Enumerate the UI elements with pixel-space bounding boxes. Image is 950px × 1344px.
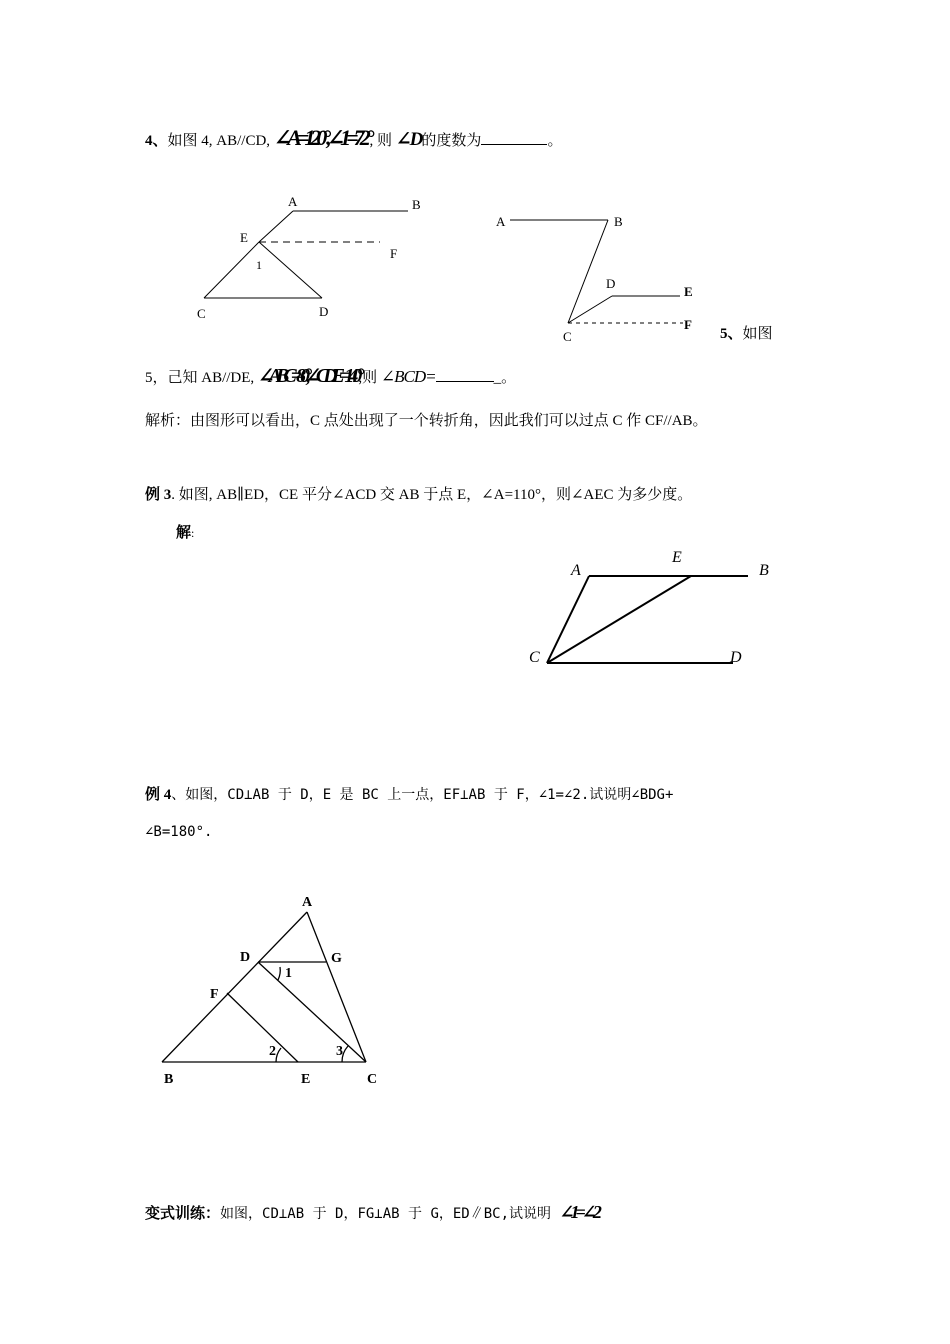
fig5-label-a: A <box>496 214 506 229</box>
q4-formula: ∠A=120°,∠1=72° <box>273 125 370 150</box>
fig5-caption <box>720 324 773 344</box>
fig4-label-b: B <box>412 197 421 212</box>
ex3-label-b: B <box>759 562 769 579</box>
fig5-caption-number: 5、 <box>720 326 743 342</box>
ex3-label-a: A <box>571 562 581 579</box>
ex4-label-c: C <box>367 1072 378 1087</box>
ex3-solution-label: 解 <box>176 525 192 541</box>
practice-label: 变式训练： <box>145 1206 221 1222</box>
ex4-label-g: G <box>331 951 342 966</box>
q4-text-end: 的度数为 <box>421 133 482 149</box>
fig4-label-1: 1 <box>256 258 262 272</box>
example-3 <box>145 485 692 505</box>
q4-text: 如图 4, AB//CD, <box>167 133 274 149</box>
question-4 <box>145 125 563 151</box>
fig5-caption-text: 如图 <box>742 326 773 342</box>
analysis: 解析：由图形可以看出，C 点处出现了一个转折角，因此我们可以过点 C 作 CF//AB。 <box>145 413 708 429</box>
fig4-label-c: C <box>197 306 206 321</box>
ex4-text-line-1: 、如图，CD⊥AB 于 D，E 是 BC 上一点，EF⊥AB 于 F，∠1=∠2.试说明∠BDG+ <box>171 787 674 803</box>
practice-end: . <box>597 1206 602 1222</box>
ex3-solution-colon: : <box>191 526 195 540</box>
practice <box>145 1202 602 1224</box>
q4-period: 。 <box>547 133 563 149</box>
example-4-line-1 <box>145 785 673 805</box>
ex3-solution <box>176 523 194 543</box>
example-4-line-2: ∠B=180°. <box>145 824 213 840</box>
q4-answer-blank[interactable] <box>481 130 547 145</box>
fig4-label-f: F <box>390 246 398 261</box>
ex4-label-d: D <box>240 950 251 965</box>
fig5-label-b: B <box>614 214 623 229</box>
ex4-label-e: E <box>301 1072 311 1087</box>
practice-formula: ∠1=∠2 <box>559 1202 598 1222</box>
fig4-label-e: E <box>240 230 248 245</box>
ex4-label-3: 3 <box>336 1044 343 1059</box>
ex4-label-b: B <box>164 1072 174 1087</box>
q5-angle: ∠BCD= <box>380 367 436 386</box>
figure-example-3 <box>520 548 780 668</box>
ex3-label-e: E <box>672 549 682 566</box>
ex3-label: 例 3 <box>145 487 172 503</box>
ex3-label-d: D <box>730 649 742 666</box>
fig5-label-d: D <box>606 276 616 291</box>
figure-4 <box>190 190 430 330</box>
ex4-label: 例 4 <box>145 787 172 803</box>
q4-text-after: , 则 <box>369 133 396 149</box>
fig5-label-c: C <box>563 329 572 344</box>
practice-text: 如图，CD⊥AB 于 D，FG⊥AB 于 G，ED∥BC,试说明 <box>220 1206 560 1222</box>
fig4-label-d: D <box>319 304 329 319</box>
q4-angle-d: ∠D <box>395 129 422 150</box>
figure-example-4 <box>150 890 390 1090</box>
q5-text: 5，己知 AB//DE, <box>145 370 258 386</box>
ex4-label-f: F <box>210 987 219 1002</box>
q5-answer-blank[interactable] <box>436 367 494 382</box>
fig4-label-a: A <box>288 194 298 209</box>
q5-text-mid: ,则 <box>358 370 381 386</box>
ex4-label-1: 1 <box>285 966 292 981</box>
q5-end: _。 <box>493 370 517 386</box>
ex4-label-a: A <box>302 895 313 910</box>
question-5 <box>145 366 516 388</box>
ex3-text: . 如图, AB∥ED，CE 平分∠ACD 交 AB 于点 E，∠A=110°，则∠AEC 为多少度。 <box>171 487 693 503</box>
q4-number: 4、 <box>145 133 168 149</box>
q5-formula: ∠ABC=80°,∠CDE=140° <box>257 365 359 387</box>
ex4-label-2: 2 <box>269 1044 276 1059</box>
fig5-label-f: F <box>684 317 692 332</box>
fig5-label-e: E <box>684 284 693 299</box>
figure-5 <box>490 205 710 345</box>
ex3-label-c: C <box>529 649 540 666</box>
